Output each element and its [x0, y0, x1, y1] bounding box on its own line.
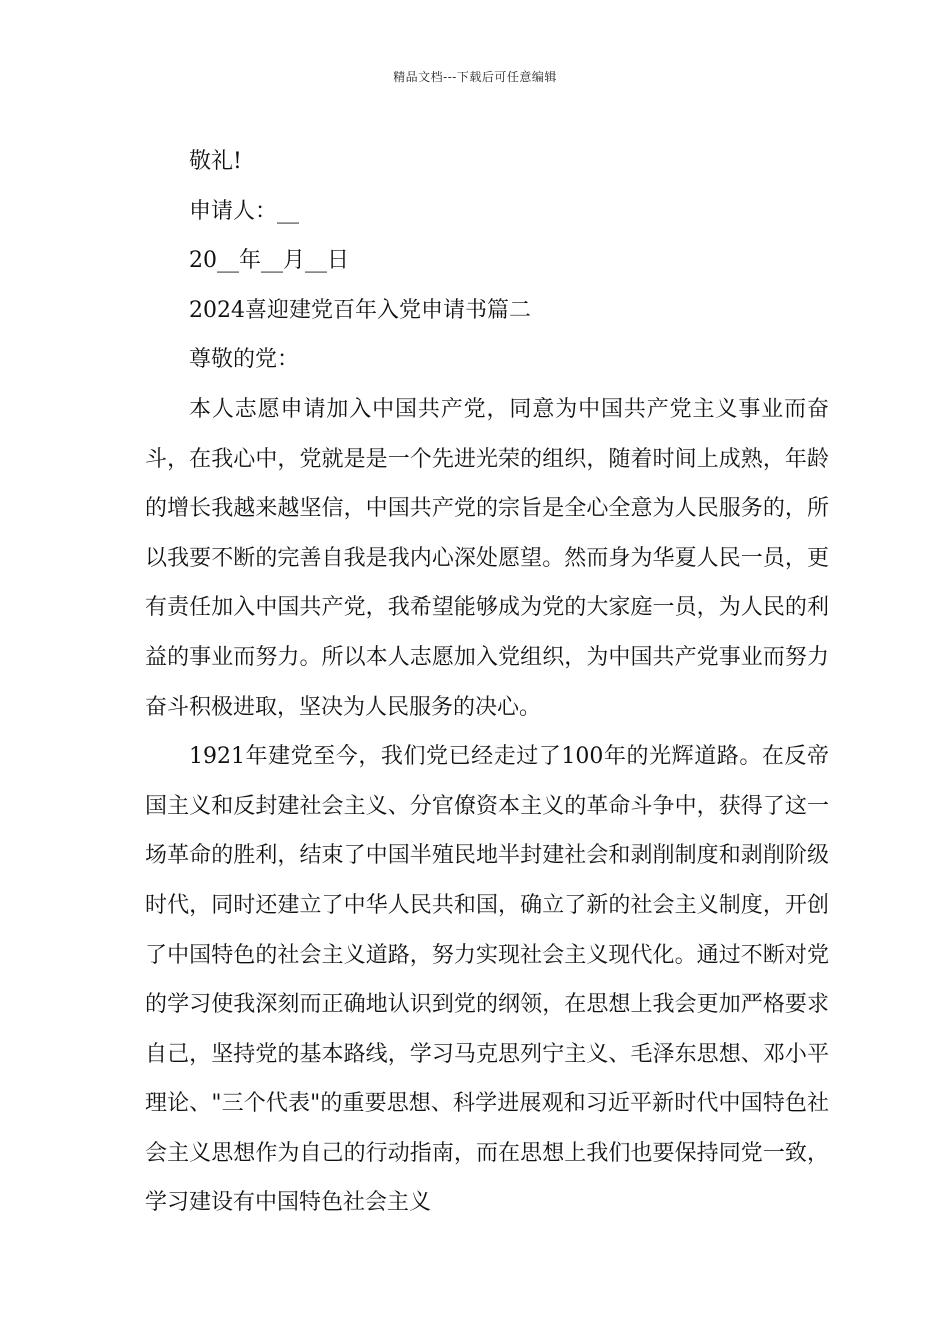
salutation: 尊敬的党：	[189, 347, 300, 373]
paragraph-1: 本人志愿申请加入中国共产党，同意为中国共产党主义事业而奋斗，在我心中，党就是是一个先进光荣的组织，随着时间上成熟，年龄的增长我越来越坚信，中国共产党的宗旨是全心全意为人民服务的，所以我要不断的完善自我是我内心深处愿望。然而身为华夏人民一员，更有责任加入中国共产党，我希望能够成为党的大家庭一员，为人民的利益的事业而努力。所以本人志愿加入党组织，为中国共产党事业而努力奋斗积极进取，坚决为人民服务的决心。	[145, 396, 829, 720]
closing-line: 敬礼!	[189, 149, 242, 174]
document-body	[145, 137, 829, 1228]
page-header: 精品文档---下载后可任意编辑	[393, 70, 557, 84]
section-title: 2024喜迎建党百年入党申请书篇二	[189, 297, 531, 323]
date-line: 20__年__月__日	[189, 248, 349, 274]
paragraph-2: 1921年建党至今，我们党已经走过了100年的光辉道路。在反帝国主义和反封建社会主义、分官僚资本主义的革命斗争中，获得了这一场革命的胜利，结束了中国半殖民地半封建社会和剥削制度和剥削阶级时代，同时还建立了中华人民共和国，确立了新的社会主义制度，开创了中国特色的社会主义道路，努力实现社会主义现代化。通过不断对党的学习使我深刻而正确地认识到党的纲领，在思想上我会更加严格要求自己，坚持党的基本路线，学习马克思列宁主义、毛泽东思想、邓小平理论、"三个代表"的重要思想、科学进展观和习近平新时代中国特色社会主义思想作为自己的行动指南，而在思想上我们也要保持同党一致，学习建设有中国特色社会主义	[145, 744, 829, 1216]
applicant-line: 申请人：__	[189, 198, 300, 224]
